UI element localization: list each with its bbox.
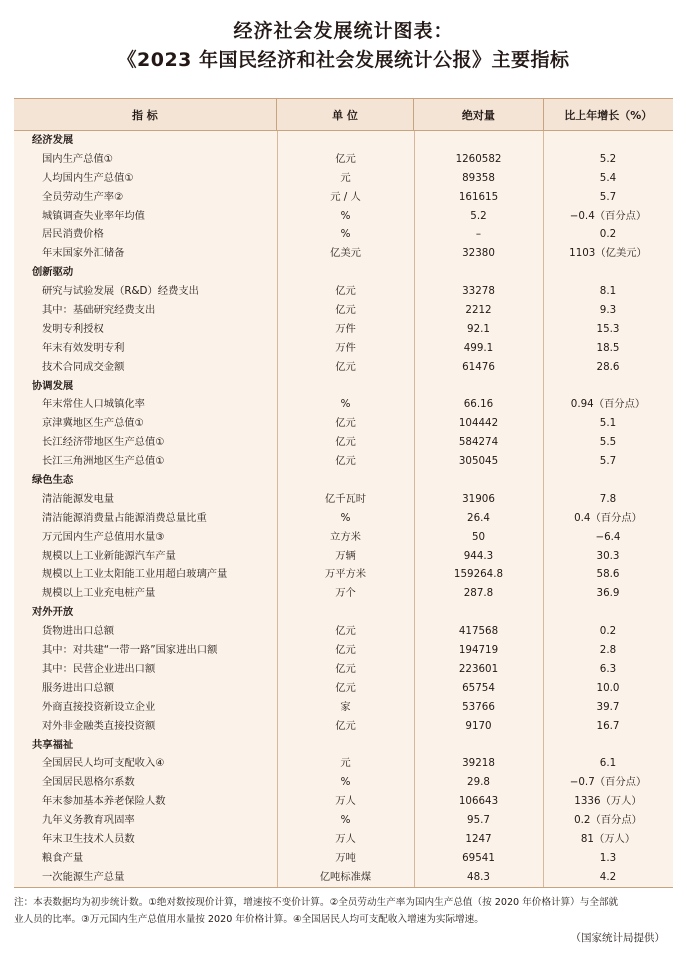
table-row: [14, 301, 673, 320]
growth-rate: 5.7: [599, 455, 617, 468]
unit: 元 / 人: [330, 190, 361, 203]
growth-rate: 81（万人）: [580, 832, 636, 845]
growth-rate: 58.6: [596, 568, 620, 581]
unit: 元: [340, 171, 351, 184]
unit: 万件: [335, 341, 356, 354]
indicator-name: 规模以上工业新能源汽车产量: [42, 549, 176, 562]
growth-rate: 39.7: [596, 700, 620, 713]
absolute-value: 61476: [462, 360, 495, 373]
unit: 亿元: [335, 455, 356, 468]
unit: 元: [340, 757, 351, 770]
absolute-value: 69541: [462, 851, 495, 864]
absolute-value: 159264.8: [453, 568, 504, 581]
absolute-value: 95.7: [467, 814, 490, 827]
growth-rate: 0.2（百分点）: [574, 814, 642, 827]
indicator-name: 年末有效发明专利: [42, 341, 125, 354]
section-title: 协调发展: [32, 379, 74, 392]
absolute-value: 33278: [462, 285, 495, 298]
table-header: [14, 99, 673, 131]
indicator-name: 外商直接投资新设立企业: [42, 700, 156, 713]
table-row: [14, 679, 673, 698]
absolute-value: 31906: [462, 492, 495, 505]
unit: 亿元: [335, 681, 356, 694]
indicator-name: 九年义务教育巩固率: [42, 814, 135, 827]
unit: 亿元: [335, 304, 356, 317]
source-credit: （国家统计局提供）: [570, 932, 665, 944]
absolute-value: 9170: [465, 719, 492, 732]
growth-rate: 9.3: [599, 304, 617, 317]
growth-rate: 5.1: [599, 417, 617, 430]
growth-rate: 5.4: [599, 171, 617, 184]
absolute-value: 39218: [462, 757, 495, 770]
header-growth: 比上年增长（%）: [564, 108, 653, 122]
section-title: 经济发展: [32, 134, 74, 146]
table-row: [14, 773, 673, 792]
unit: %: [340, 209, 351, 222]
unit: 亿元: [335, 625, 356, 638]
indicator-name: 其中：民营企业进出口额: [42, 662, 156, 675]
table-row: [14, 320, 673, 339]
absolute-value: 104442: [458, 417, 499, 430]
indicator-name: 清洁能源消费量占能源消费总量比重: [42, 511, 207, 524]
absolute-value: 5.2: [470, 209, 487, 222]
table-row: [14, 358, 673, 377]
table-row: [14, 754, 673, 773]
absolute-value: 29.8: [467, 776, 490, 789]
header-unit: 单 位: [277, 99, 414, 130]
growth-rate: 6.1: [599, 757, 617, 770]
indicator-name: 万元国内生产总值用水量③: [42, 530, 165, 543]
table-row: [14, 641, 673, 660]
table-row: [14, 565, 673, 584]
column-divider: [414, 131, 415, 887]
table-row: [14, 433, 673, 452]
absolute-value: 584274: [458, 436, 499, 449]
table-row: [14, 698, 673, 717]
unit: 立方米: [330, 530, 361, 543]
unit: 亿千瓦时: [324, 492, 367, 505]
indicator-name: 发明专利授权: [42, 322, 104, 335]
indicator-name: 全国居民人均可支配收入④: [42, 757, 165, 770]
indicator-name: 对外非金融类直接投资额: [42, 719, 156, 732]
unit: 亿吨标准煤: [319, 870, 372, 883]
unit: 亿元: [335, 285, 356, 298]
growth-rate: 16.7: [596, 719, 620, 732]
table-row: [14, 547, 673, 566]
table-row: [14, 622, 673, 641]
growth-rate: 36.9: [596, 587, 620, 600]
unit: 万件: [335, 322, 356, 335]
unit: 亿元: [335, 644, 356, 657]
section-title: 共享福祉: [32, 738, 74, 751]
indicator-name: 人均国内生产总值①: [42, 171, 134, 184]
growth-rate: 0.2: [599, 625, 617, 638]
unit: 万辆: [335, 549, 356, 562]
table-row: [14, 811, 673, 830]
column-divider: [543, 131, 544, 887]
section-row: [14, 377, 673, 396]
indicator-name: 京津冀地区生产总值①: [42, 417, 144, 430]
footnote-line: 业人员的比率。③万元国内生产总值用水量按 2020 年价格计算。④全国居民人均可支配收入增速为实际增速。: [14, 914, 484, 925]
unit: %: [340, 776, 351, 789]
table-row: [14, 188, 673, 207]
growth-rate: 5.2: [599, 152, 617, 165]
absolute-value: 223601: [458, 662, 499, 675]
table-row: [14, 584, 673, 603]
growth-rate: 6.3: [599, 662, 617, 675]
growth-rate: 5.5: [599, 436, 617, 449]
growth-rate: −6.4: [595, 530, 621, 543]
growth-rate: 0.4（百分点）: [574, 511, 642, 524]
growth-rate: 5.7: [599, 190, 617, 203]
absolute-value: 26.4: [467, 511, 490, 524]
growth-rate: −0.4（百分点）: [569, 209, 647, 222]
unit: 万人: [335, 832, 356, 845]
growth-rate: 30.3: [596, 549, 620, 562]
absolute-value: 287.8: [463, 587, 494, 600]
section-title: 对外开放: [32, 606, 74, 619]
indicator-name: 研究与试验发展（R&D）经费支出: [42, 285, 199, 298]
absolute-value: 50: [471, 530, 486, 543]
indicator-name: 技术合同成交金额: [42, 360, 125, 373]
footnote-line: 注：本表数据均为初步统计数。①绝对数按现价计算，增速按不变价计算。②全员劳动生产率为国内生产总值（按 2020 年价格计算）与全部就: [14, 897, 619, 908]
table-row: [14, 225, 673, 244]
absolute-value: 944.3: [463, 549, 494, 562]
indicator-name: 长江经济带地区生产总值①: [42, 436, 165, 449]
table-row: [14, 452, 673, 471]
column-divider: [277, 131, 278, 887]
growth-rate: 0.94（百分点）: [570, 398, 646, 411]
absolute-value: 32380: [462, 247, 495, 260]
table-row: [14, 660, 673, 679]
absolute-value: 53766: [462, 700, 495, 713]
absolute-value: 92.1: [467, 322, 490, 335]
absolute-value: 499.1: [463, 341, 494, 354]
table-body: [14, 131, 673, 887]
growth-rate: 4.2: [599, 870, 617, 883]
growth-rate: 2.8: [599, 644, 617, 657]
absolute-value: 417568: [458, 625, 499, 638]
indicator-name: 年末国家外汇储备: [42, 247, 125, 260]
table-row: [14, 395, 673, 414]
unit: 亿元: [335, 436, 356, 449]
table-row: [14, 528, 673, 547]
table-row: [14, 849, 673, 868]
unit: %: [340, 398, 351, 411]
unit: %: [340, 511, 351, 524]
unit: 亿元: [335, 417, 356, 430]
indicator-name: 全员劳动生产率②: [42, 190, 124, 203]
section-row: [14, 471, 673, 490]
section-row: [14, 736, 673, 755]
table-row: [14, 717, 673, 736]
table-row: [14, 830, 673, 849]
table-row: [14, 339, 673, 358]
title-line-1: 经济社会发展统计图表：: [233, 20, 454, 42]
absolute-value: 194719: [458, 644, 499, 657]
growth-rate: 8.1: [599, 285, 617, 298]
indicator-name: 其中：基础研究经费支出: [42, 304, 156, 317]
indicator-name: 粮食产量: [42, 851, 84, 864]
indicator-name: 其中：对共建“一带一路”国家进出口额: [42, 644, 218, 657]
growth-rate: 18.5: [596, 341, 620, 354]
growth-rate: 0.2: [599, 228, 617, 241]
indicator-name: 居民消费价格: [42, 228, 104, 241]
section-title: 绿色生态: [32, 474, 74, 487]
absolute-value: 161615: [458, 190, 499, 203]
section-row: [14, 603, 673, 622]
indicator-name: 货物进出口总额: [42, 625, 115, 638]
table-row: [14, 509, 673, 528]
indicator-name: 年末常住人口城镇化率: [42, 398, 145, 411]
indicator-table: [14, 98, 673, 888]
unit: %: [340, 228, 351, 241]
absolute-value: 1260582: [455, 152, 502, 165]
table-row: [14, 244, 673, 263]
table-row: [14, 868, 673, 887]
unit: 亿元: [335, 152, 356, 165]
table-row: [14, 150, 673, 169]
indicator-name: 城镇调查失业率年均值: [42, 209, 145, 222]
header-absolute: 绝对量: [414, 99, 543, 130]
absolute-value: 2212: [465, 304, 492, 317]
growth-rate: 1.3: [599, 851, 617, 864]
unit: 亿元: [335, 719, 356, 732]
growth-rate: 7.8: [599, 492, 617, 505]
table-row: [14, 490, 673, 509]
absolute-value: 1247: [465, 832, 492, 845]
indicator-name: 长江三角洲地区生产总值①: [42, 455, 165, 468]
growth-rate: 1336（万人）: [574, 795, 642, 808]
indicator-name: 清洁能源发电量: [42, 492, 115, 505]
title-line-2: 《2023 年国民经济和社会发展统计公报》主要指标: [117, 49, 570, 71]
table-row: [14, 207, 673, 226]
indicator-name: 全国居民恩格尔系数: [42, 776, 135, 789]
growth-rate: −0.7（百分点）: [569, 776, 647, 789]
growth-rate: 10.0: [596, 681, 620, 694]
absolute-value: 65754: [462, 681, 495, 694]
unit: 亿元: [335, 662, 356, 675]
growth-rate: 1103（亿美元）: [569, 247, 647, 260]
unit: 万吨: [335, 851, 356, 864]
unit: 亿元: [335, 360, 356, 373]
indicator-name: 规模以上工业充电桩产量: [42, 587, 156, 600]
indicator-name: 年末参加基本养老保险人数: [42, 795, 166, 808]
table-row: [14, 792, 673, 811]
unit: 万人: [335, 795, 356, 808]
section-row: [14, 131, 673, 150]
absolute-value: 305045: [458, 455, 499, 468]
indicator-name: 国内生产总值①: [42, 152, 114, 165]
unit: 亿美元: [330, 247, 361, 260]
indicator-name: 服务进出口总额: [42, 681, 115, 694]
table-row: [14, 414, 673, 433]
table-row: [14, 282, 673, 301]
absolute-value: 48.3: [467, 870, 490, 883]
unit: 万平方米: [324, 568, 367, 581]
section-title: 创新驱动: [32, 266, 74, 279]
growth-rate: 15.3: [596, 322, 620, 335]
header-indicator: 指 标: [14, 99, 277, 130]
indicator-name: 一次能源生产总量: [42, 870, 125, 883]
absolute-value: 89358: [462, 171, 495, 184]
indicator-name: 年末卫生技术人员数: [42, 832, 135, 845]
table-row: [14, 169, 673, 188]
growth-rate: 28.6: [596, 360, 620, 373]
footnotes: [14, 894, 677, 928]
indicator-name: 规模以上工业太阳能工业用超白玻璃产量: [42, 568, 228, 581]
absolute-value: 66.16: [463, 398, 494, 411]
section-row: [14, 263, 673, 282]
unit: 家: [340, 700, 351, 713]
absolute-value: 106643: [458, 795, 499, 808]
unit: 万个: [335, 587, 356, 600]
unit: %: [340, 814, 351, 827]
absolute-value: –: [475, 228, 482, 241]
